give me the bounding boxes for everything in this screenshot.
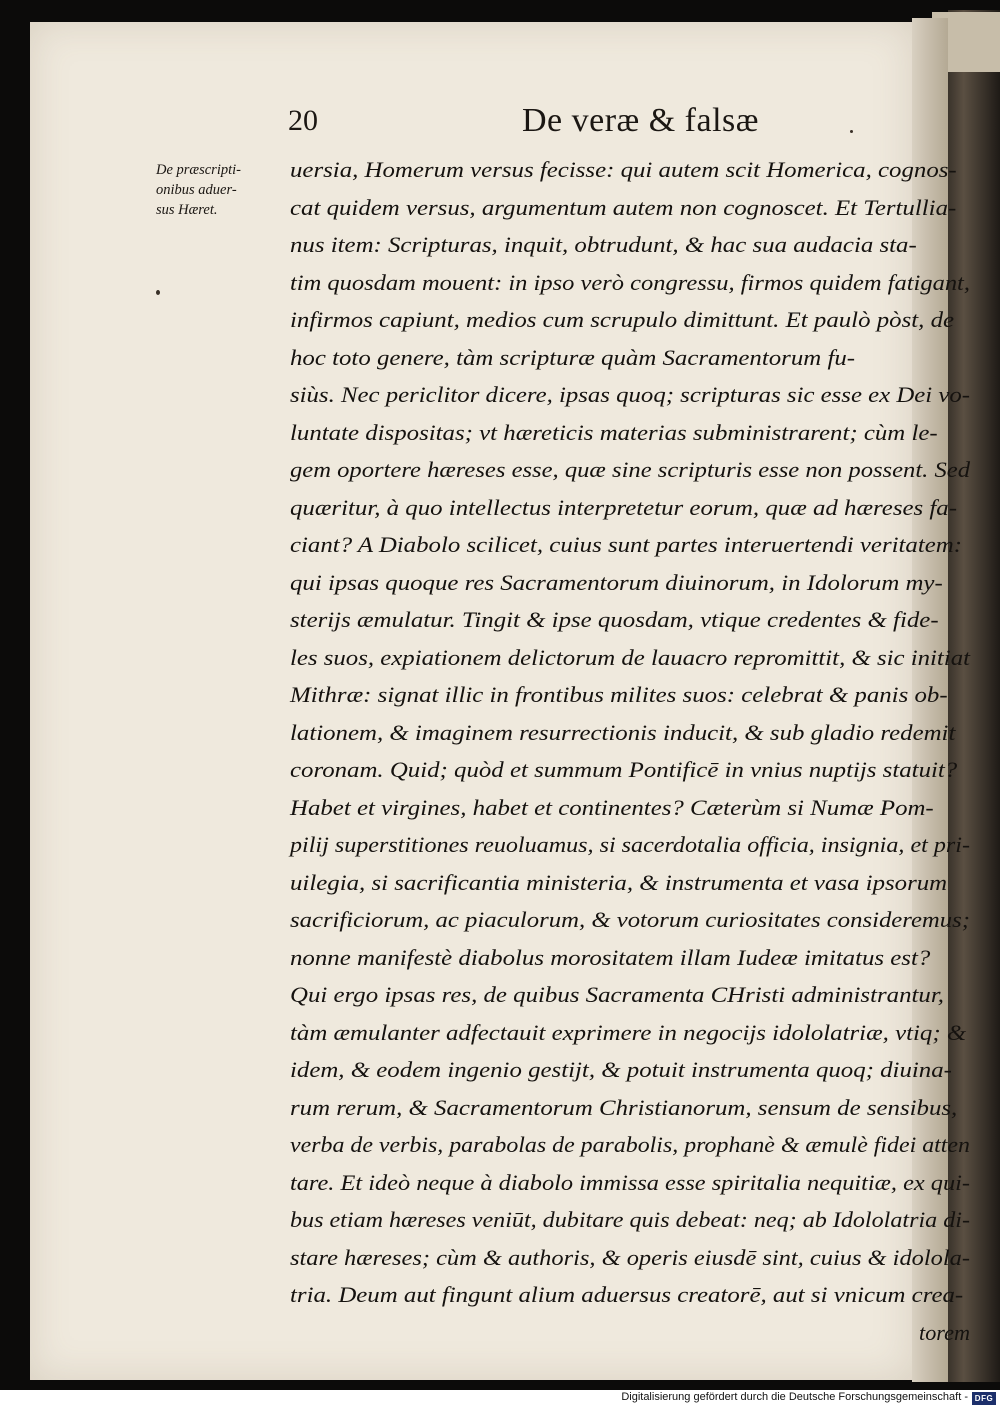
text-line: Habet et virgines, habet et continentes? Cæterùm si Numæ Pom- xyxy=(290,794,934,820)
text-line: hoc toto genere, tàm scripturæ quàm Sacramentorum fu- xyxy=(290,344,856,370)
text-line: quæritur, à quo intellectus interpretetur eorum, quæ ad hæreses fa- xyxy=(290,494,958,520)
funding-notice: Digitalisierung gefördert durch die Deutsche Forschungsgemeinschaft - xyxy=(621,1391,968,1403)
text-line: nus item: Scripturas, inquit, obtrudunt, & hac sua audacia sta- xyxy=(290,232,917,257)
text-line: cat quidem versus, argumentum autem non cognoscet. Et Tertullia- xyxy=(290,194,957,220)
text-line: sterijs æmulatur. Tingit & ipse quosdam, vtique credentes & fide- xyxy=(290,607,939,632)
marginal-note-line: sus Hæret. xyxy=(156,202,218,218)
text-line: rum rerum, & Sacramentorum Christianorum, sensum de sensibus, xyxy=(290,1094,958,1120)
text-line: les suos, expiationem delictorum de lauacro repromittit, & sic initiat xyxy=(290,644,970,670)
text-line: tria. Deum aut fingunt alium aduersus creatorē, aut si vnicum crea- xyxy=(290,1282,964,1307)
marginal-note-line: De præscripti- xyxy=(156,162,241,178)
text-line: bus etiam hæreses veniūt, dubitare quis debeat: neq; ab Idololatria di- xyxy=(290,1207,970,1232)
footer-bar xyxy=(0,1390,1000,1408)
catchword: torem xyxy=(919,1319,970,1345)
text-line: pilij superstitiones reuoluamus, si sacerdotalia officia, insignia, et pri- xyxy=(290,832,970,857)
text-line: nonne manifestè diabolus morositatem illam Iudeæ imitatus est? xyxy=(290,944,931,970)
text-line: sacrificiorum, ac piaculorum, & votorum curiositates consideremus; xyxy=(290,907,970,932)
dfg-logo: DFG xyxy=(972,1392,996,1405)
text-line: coronam. Quid; quòd et summum Pontificē in vnius nuptijs statuit? xyxy=(290,757,958,782)
running-head xyxy=(0,104,1000,150)
text-line: qui ipsas quoque res Sacramentorum diuinorum, in Idolorum my- xyxy=(290,569,943,595)
text-line: stare hæreses; cùm & authoris, & operis eiusdē sint, cuius & idolola- xyxy=(290,1244,971,1270)
text-line: tim quosdam mouent: in ipso verò congressu, firmos quidem fatigant, xyxy=(290,269,970,295)
text-line: luntate dispositas; vt hæreticis materias subministrarent; cùm le- xyxy=(290,419,938,445)
text-line: ciant? A Diabolo scilicet, cuius sunt partes interuertendi veritatem: xyxy=(290,532,963,557)
text-line: lationem, & imaginem resurrectionis inducit, & sub gladio redemit xyxy=(290,719,956,745)
text-line: siùs. Nec periclitor dicere, ipsas quoq; scripturas sic esse ex Dei vo- xyxy=(290,382,970,407)
marginal-note xyxy=(156,160,274,220)
text-line: idem, & eodem ingenio gestijt, & potuit instrumenta quoq; diuina- xyxy=(290,1057,952,1082)
text-line: gem oportere hæreses esse, quæ sine scripturis esse non possent. Sed xyxy=(290,457,971,482)
text-line: Qui ergo ipsas res, de quibus Sacramenta CHristi administrantur, xyxy=(290,982,944,1007)
text-line: Mithræ: signat illic in frontibus milites suos: celebrat & panis ob- xyxy=(290,682,948,707)
text-line: uilegia, si sacrificantia ministeria, & instrumenta et vasa ipsorum xyxy=(290,869,948,895)
running-title: De veræ & falsæ xyxy=(522,102,759,139)
text-line: tàm æmulanter adfectauit exprimere in negocijs idololatriæ, vtiq; & xyxy=(290,1019,967,1045)
marginal-note-line: onibus aduer- xyxy=(156,182,237,198)
text-line: verba de verbis, parabolas de parabolis, prophanè & æmulè fidei atten xyxy=(290,1132,970,1157)
text-line: infirmos capiunt, medios cum scrupulo dimittunt. Et paulò pòst, de xyxy=(290,307,955,332)
paper-speck xyxy=(156,290,160,295)
page-number: 20 xyxy=(288,104,318,137)
text-line: tare. Et ideò neque à diabolo immissa esse spiritalia nequitiæ, ex qui- xyxy=(290,1169,970,1195)
text-line: uersia, Homerum versus fecisse: qui autem scit Homerica, cognos- xyxy=(290,157,957,182)
